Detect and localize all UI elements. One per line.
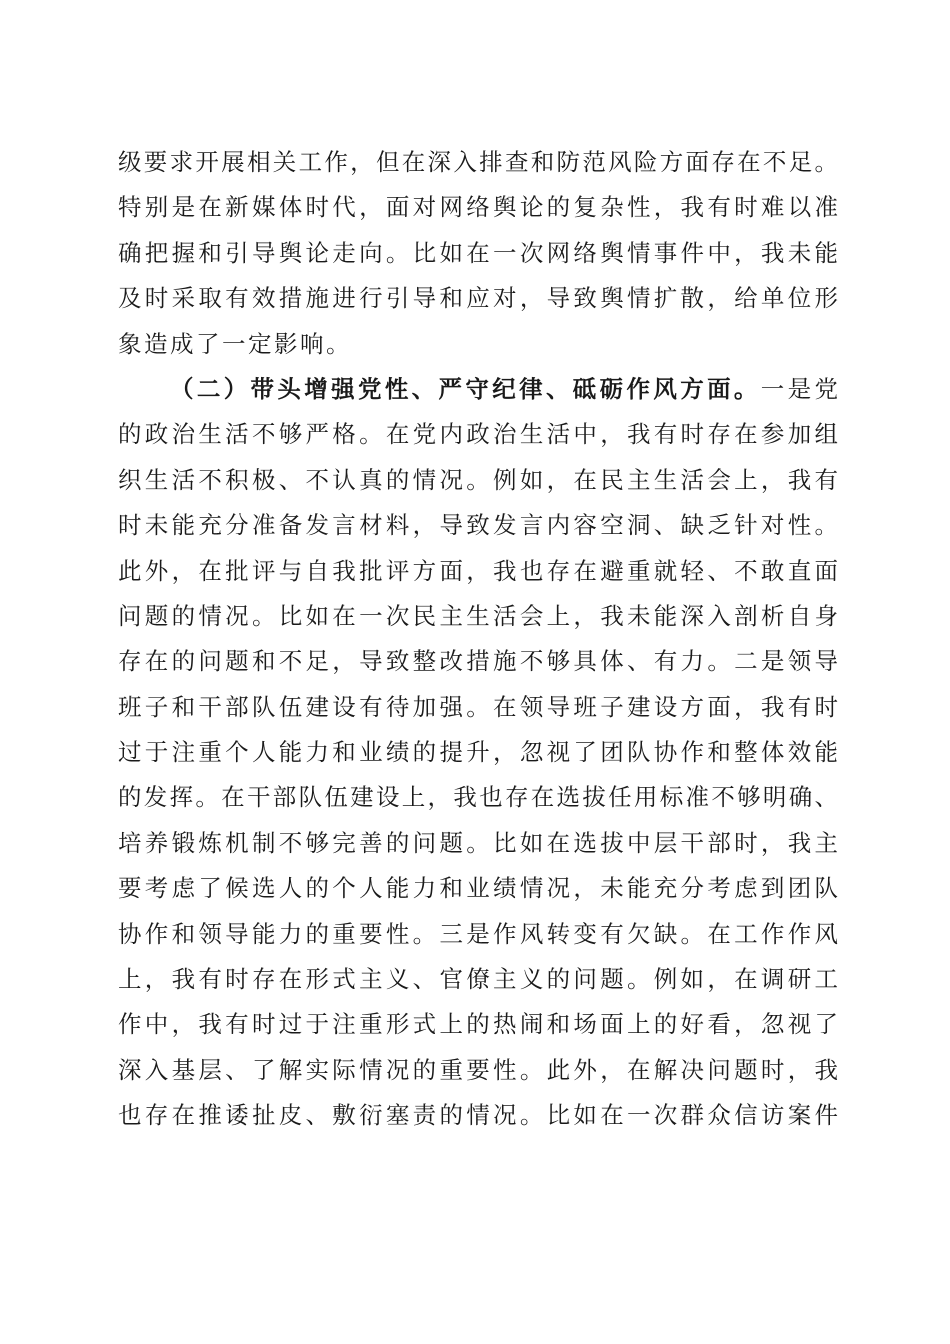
text-line: 过于注重个人能力和业绩的提升，忽视了团队协作和整体效能	[118, 738, 838, 767]
text-line: 班子和干部队伍建设有待加强。在领导班子建设方面，我有时	[118, 692, 838, 721]
text-line: 特别是在新媒体时代，面对网络舆论的复杂性，我有时难以准	[118, 193, 838, 222]
text-line: 也存在推诿扯皮、敷衍塞责的情况。比如在一次群众信访案件	[118, 1101, 838, 1130]
text-line: 象造成了一定影响。	[118, 329, 352, 358]
text-line: 此外，在批评与自我批评方面，我也存在避重就轻、不敢直面	[118, 556, 838, 585]
text-run: 一是党	[760, 374, 839, 403]
text-line: 及时采取有效措施进行引导和应对，导致舆情扩散，给单位形	[118, 284, 838, 313]
paragraph-1	[118, 140, 838, 367]
text-line: 问题的情况。比如在一次民主生活会上，我未能深入剖析自身	[118, 601, 838, 630]
text-line: 的发挥。在干部队伍建设上，我也存在选拔任用标准不够明确、	[118, 783, 838, 812]
text-line: 培养锻炼机制不够完善的问题。比如在选拔中层干部时，我主	[118, 828, 838, 857]
paragraph-2	[118, 367, 838, 1139]
text-line: 时未能充分准备发言材料，导致发言内容空洞、缺乏针对性。	[118, 511, 838, 540]
text-line: 协作和领导能力的重要性。三是作风转变有欠缺。在工作作风	[118, 919, 838, 948]
text-line: 织生活不积极、不认真的情况。例如，在民主生活会上，我有	[118, 465, 838, 494]
document-body	[118, 140, 838, 1139]
text-line: 作中，我有时过于注重形式上的热闹和场面上的好看，忽视了	[118, 1010, 838, 1039]
text-line	[118, 367, 838, 412]
text-line: 级要求开展相关工作，但在深入排查和防范风险方面存在不足。	[118, 148, 838, 176]
text-line: 要考虑了候选人的个人能力和业绩情况，未能充分考虑到团队	[118, 874, 838, 903]
text-line: 的政治生活不够严格。在党内政治生活中，我有时存在参加组	[118, 420, 838, 449]
section-heading: （二）带头增强党性、严守纪律、砥砺作风方面。	[170, 374, 761, 403]
text-line: 深入基层、了解实际情况的重要性。此外，在解决问题时，我	[118, 1055, 838, 1084]
text-line: 确把握和引导舆论走向。比如在一次网络舆情事件中，我未能	[118, 238, 838, 267]
text-line: 上，我有时存在形式主义、官僚主义的问题。例如，在调研工	[118, 965, 838, 994]
text-line: 存在的问题和不足，导致整改措施不够具体、有力。二是领导	[118, 647, 838, 676]
